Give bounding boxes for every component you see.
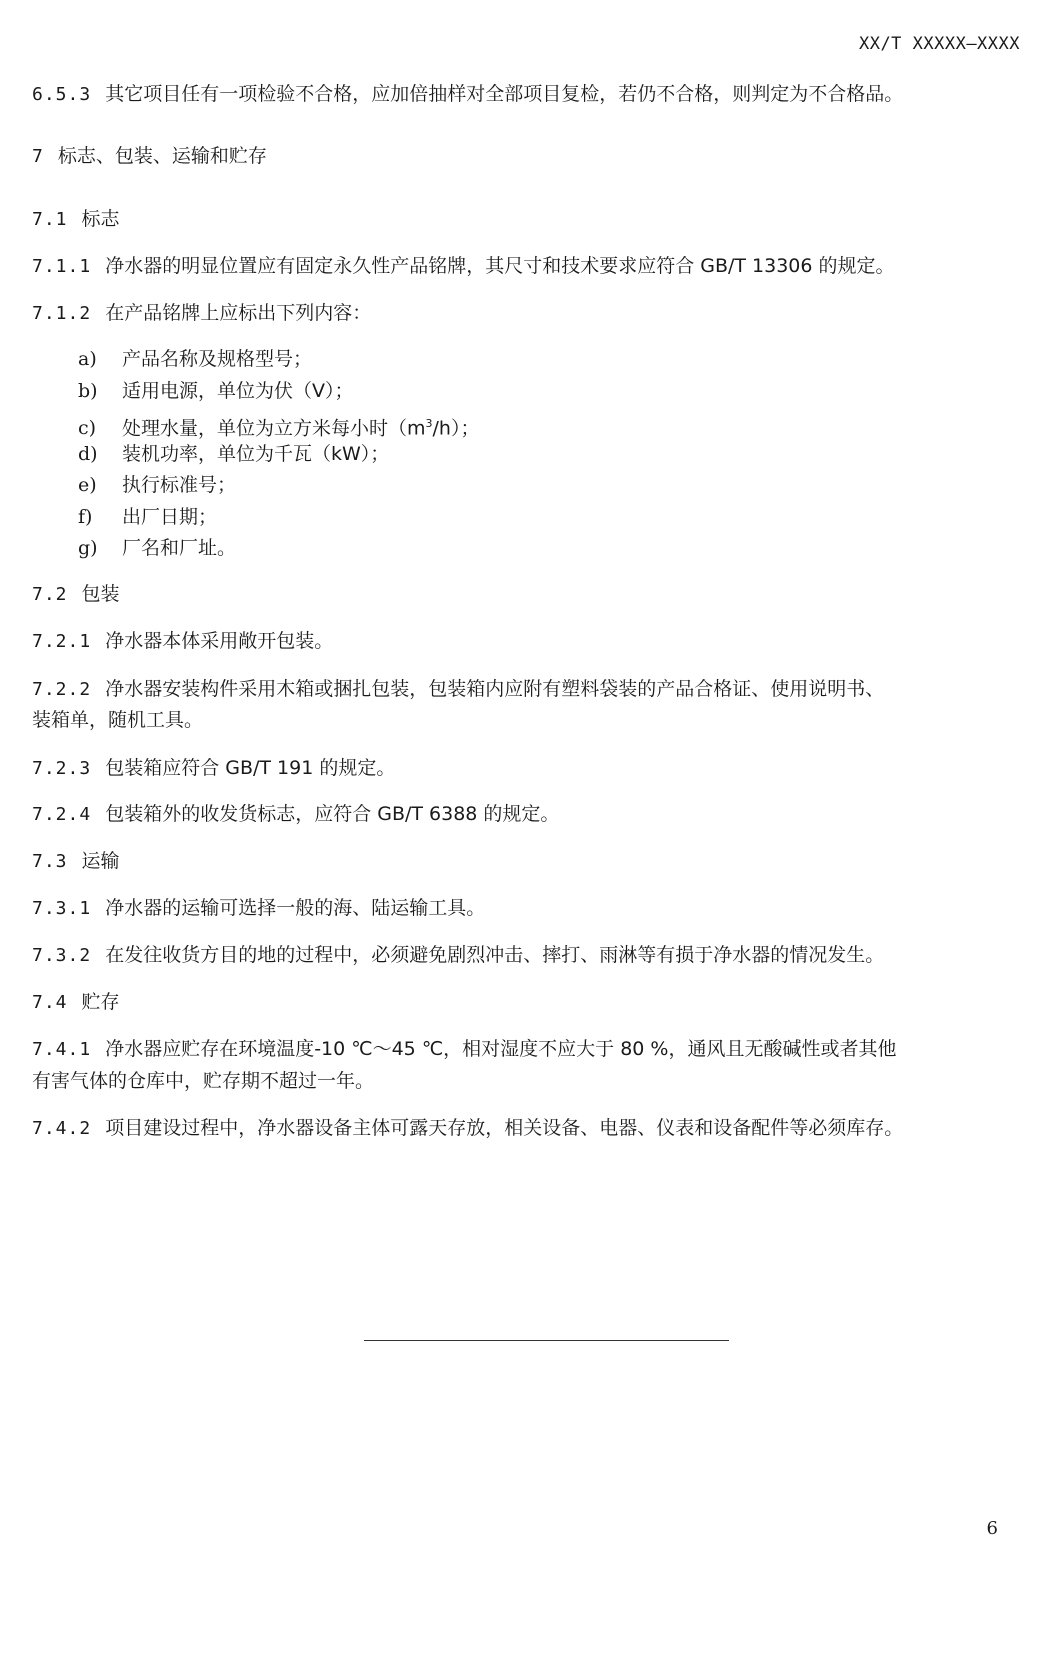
page-number: 6 — [986, 1518, 998, 1539]
clause-number: 7.2.2 — [32, 679, 92, 700]
list-text: 执行标准号； — [122, 474, 237, 496]
list-marker: e) — [78, 474, 97, 496]
clause-text: 项目建设过程中，净水器设备主体可露天存放，相关设备、电器、仪表和设备配件等必须库存。 — [105, 1117, 904, 1139]
clause-7-1-1 — [32, 250, 1030, 283]
clause-text: 净水器应贮存在环境温度-10 ℃～45 ℃，相对湿度不应大于 80 %，通风且无酸碱性或者其他 — [105, 1038, 897, 1060]
section-7-4-heading — [32, 986, 1030, 1019]
clause-text: 净水器安装构件采用木箱或捆扎包装，包装箱内应附有塑料袋装的产品合格证、使用说明书、 — [105, 678, 885, 700]
section-7-heading — [32, 140, 1030, 173]
clause-7-3-1 — [32, 892, 1030, 925]
list-marker: b) — [78, 380, 98, 402]
list-item — [78, 532, 236, 565]
clause-7-4-1-continuation — [32, 1065, 1030, 1098]
clause-text: 装箱单，随机工具。 — [32, 709, 204, 731]
section-7-1-heading — [32, 203, 1030, 236]
list-item — [78, 438, 389, 471]
standard-code: XX/T XXXXX—XXXX — [858, 34, 1020, 54]
clause-number: 7.4.2 — [32, 1118, 92, 1139]
list-marker: f) — [78, 506, 93, 528]
clause-7-2-2 — [32, 673, 1030, 706]
section-title: 标志 — [81, 208, 120, 230]
clause-7-2-3 — [32, 752, 1030, 785]
clause-number: 7.3.1 — [32, 898, 92, 919]
clause-number: 7.2.4 — [32, 804, 92, 825]
list-text: 产品名称及规格型号； — [122, 348, 313, 370]
clause-number: 7.1.1 — [32, 256, 92, 277]
clause-number: 7.4.1 — [32, 1039, 92, 1060]
clause-number: 7.2.1 — [32, 631, 92, 652]
list-item — [78, 469, 236, 502]
superscript: 3 — [425, 417, 433, 430]
clause-text: 其它项目任有一项检验不合格，应加倍抽样对全部项目复检，若仍不合格，则判定为不合格品。 — [105, 83, 904, 105]
list-text: 厂名和厂址。 — [122, 537, 237, 559]
clause-text: 净水器的明显位置应有固定永久性产品铭牌，其尺寸和技术要求应符合 GB/T 13306 的规定。 — [105, 255, 895, 277]
clause-6-5-3 — [32, 78, 1030, 111]
list-marker: d) — [78, 443, 98, 465]
clause-text: 在发往收货方目的地的过程中，必须避免剧烈冲击、摔打、雨淋等有损于净水器的情况发生。 — [105, 944, 885, 966]
list-marker: c) — [78, 417, 97, 440]
list-text: 装机功率，单位为千瓦（kW）； — [122, 443, 390, 465]
section-title: 运输 — [81, 850, 120, 872]
section-number: 7 — [32, 146, 44, 167]
clause-text: 净水器的运输可选择一般的海、陆运输工具。 — [105, 897, 486, 919]
clause-7-1-2 — [32, 297, 1030, 330]
clause-text: 包装箱外的收发货标志，应符合 GB/T 6388 的规定。 — [105, 803, 560, 825]
clause-text: 包装箱应符合 GB/T 191 的规定。 — [105, 757, 396, 779]
section-number: 7.1 — [32, 209, 68, 230]
clause-7-4-1 — [32, 1033, 1030, 1066]
clause-7-2-2-continuation — [32, 704, 1030, 737]
clause-text: 净水器本体采用敞开包装。 — [105, 630, 334, 652]
list-item — [78, 343, 312, 376]
list-marker: a) — [78, 348, 97, 370]
list-text: 适用电源，单位为伏（V）； — [122, 380, 354, 402]
end-of-document-rule — [364, 1340, 729, 1341]
section-number: 7.3 — [32, 851, 68, 872]
clause-7-4-2 — [32, 1112, 1030, 1145]
section-7-3-heading — [32, 845, 1030, 878]
section-title: 标志、包装、运输和贮存 — [57, 145, 267, 167]
list-marker: g) — [78, 537, 98, 559]
clause-number: 7.3.2 — [32, 945, 92, 966]
list-item — [78, 501, 217, 534]
clause-number: 7.1.2 — [32, 303, 92, 324]
section-title: 包装 — [81, 583, 120, 605]
section-number: 7.2 — [32, 584, 68, 605]
section-title: 贮存 — [81, 991, 120, 1013]
clause-text: 在产品铭牌上应标出下列内容： — [105, 302, 372, 324]
list-item — [78, 375, 354, 408]
list-text: /h）； — [432, 417, 480, 440]
clause-7-2-1 — [32, 625, 1030, 658]
clause-7-3-2 — [32, 939, 1030, 972]
clause-7-2-4 — [32, 798, 1030, 831]
clause-text: 有害气体的仓库中，贮存期不超过一年。 — [32, 1070, 375, 1092]
clause-number: 7.2.3 — [32, 758, 92, 779]
section-number: 7.4 — [32, 992, 68, 1013]
section-7-2-heading — [32, 578, 1030, 611]
list-text: 出厂日期； — [122, 506, 218, 528]
list-text: 处理水量，单位为立方米每小时（m — [122, 417, 426, 440]
clause-number: 6.5.3 — [32, 84, 92, 105]
